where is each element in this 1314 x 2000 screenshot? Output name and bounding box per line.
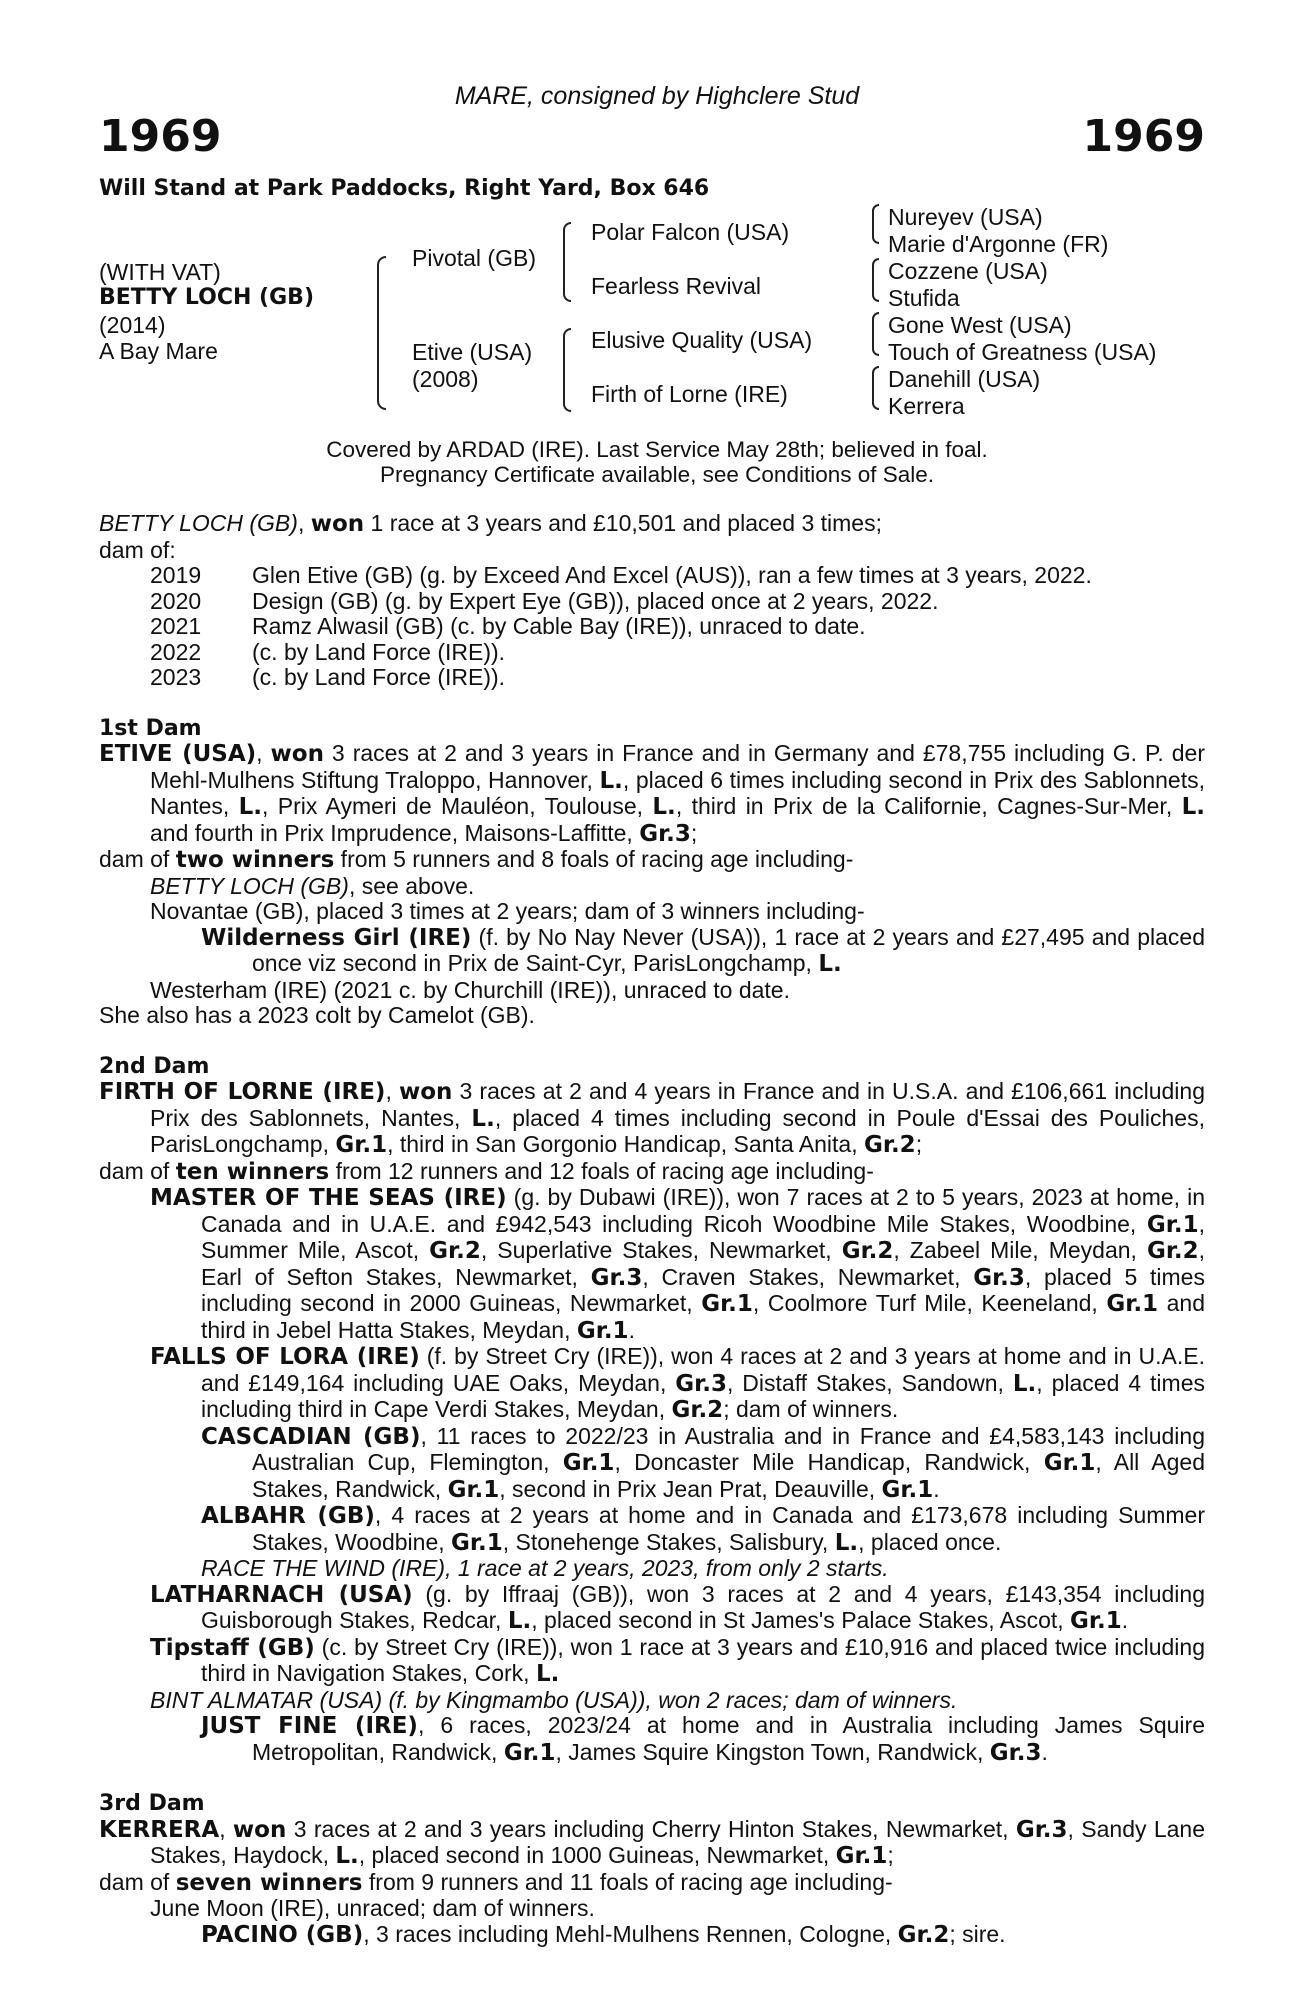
first-dam-produce-novantae: Novantae (GB), placed 3 times at 2 years; dam of 3 winners including- <box>150 898 865 924</box>
pedigree-dam: Etive (USA) <box>412 339 533 365</box>
bint-almatar-record: BINT ALMATAR (USA) (f. by Kingmambo (USA)), won 2 races; dam of winners. <box>150 1686 958 1713</box>
wilderness-girl-record: Wilderness Girl (IRE) (f. by No Nay Never (USA)), 1 race at 2 years and £27,495 and placed once viz second in Prix de Saint-Cyr, ParisLongchamp, L. <box>201 923 1205 977</box>
pedigree-brace-dd <box>872 366 879 410</box>
first-dam-produce-summary: dam of two winners from 5 runners and 8 foals of racing age including- <box>99 846 854 873</box>
pedigree-dam-dam: Firth of Lorne (IRE) <box>591 381 788 407</box>
produce-row: 2022 (c. by Land Force (IRE)). <box>150 638 506 665</box>
pedigree-dam-year: (2008) <box>412 366 479 392</box>
pedigree-sire-dam: Fearless Revival <box>591 273 761 299</box>
latharnach-record: LATHARNACH (USA) (g. by Iffraaj (GB)), won 3 races at 2 and 4 years, £143,354 including Guisborough Stakes, Redcar, L., placed second in St James's Palace Stakes, Ascot, Gr.1. <box>150 1580 1206 1634</box>
first-dam-record: ETIVE (USA), won 3 races at 2 and 3 years in France and in Germany and £78,755 including G. P. der Mehl-Mulhens Stiftung Traloppo, Hannover, L., placed 6 times including second in Prix des Sablonnets, Nantes, L., Prix Aymeri de Mauléon, Toulouse, L., third in Prix de la Californie, Cagnes-Sur-Mer, L. and fourth in Prix Imprudence, Maisons-Laffitte, Gr.3; <box>99 740 1205 847</box>
horse-description: A Bay Mare <box>99 338 218 364</box>
first-dam-heading: 1st Dam <box>99 715 202 741</box>
horse-name: BETTY LOCH (GB) <box>99 285 314 310</box>
third-dam-produce-summary: dam of seven winners from 9 runners and 11 foals of racing age including- <box>99 1868 893 1896</box>
pedigree-dsd: Touch of Greatness (USA) <box>888 339 1157 365</box>
covering-line-1: Covered by ARDAD (IRE). Last Service May 28th; believed in foal. <box>326 437 988 462</box>
albahr-record: ALBAHR (GB), 4 races at 2 years at home and in Canada and £173,678 including Summer Stakes, Woodbine, Gr.1, Stonehenge Stakes, Salisbury, L., placed once. <box>201 1502 1206 1556</box>
falls-of-lora-record: FALLS OF LORA (IRE) (f. by Street Cry (IRE)), won 4 races at 2 and 3 years at home and in U.A.E. and £149,164 including UAE Oaks, Meydan, Gr.3, Distaff Stakes, Sandown, L., placed 4 times including third in Cape Verdi Stakes, Meydan, Gr.2; dam of winners. <box>150 1343 1206 1423</box>
pedigree-brace-ds <box>872 312 879 356</box>
pedigree-ddd: Kerrera <box>888 393 965 419</box>
pedigree-dds: Danehill (USA) <box>888 366 1041 392</box>
pedigree-sire: Pivotal (GB) <box>412 245 536 271</box>
stand-location: Will Stand at Park Paddocks, Right Yard, Box 646 <box>99 176 710 201</box>
pedigree-brace-sire <box>563 222 571 302</box>
june-moon-record: June Moon (IRE), unraced; dam of winners. <box>150 1895 595 1921</box>
lot-number-left: 1969 <box>99 111 222 162</box>
produce-row: 2020 Design (GB) (g. by Expert Eye (GB)), placed once at 2 years, 2022. <box>150 587 939 614</box>
dam-of-label: dam of: <box>99 536 176 563</box>
pedigree-sds: Cozzene (USA) <box>888 258 1048 284</box>
consignor-line: MARE, consigned by Highclere Stud <box>454 82 860 110</box>
master-of-the-seas-record: MASTER OF THE SEAS (IRE) (g. by Dubawi (IRE)), won 7 races at 2 to 5 years, 2023 at home, in Canada and in U.A.E. and £942,543 including Ricoh Woodbine Mile Stakes, Woodbine, Gr.1, Summer Mile, Ascot, Gr.2, Superlative Stakes, Newmarket, Gr.2, Zabeel Mile, Meydan, Gr.2, Earl of Sefton Stakes, Newmarket, Gr.3, Craven Stakes, Newmarket, Gr.3, placed 5 times including second in 2000 Guineas, Newmarket, Gr.1, Coolmore Turf Mile, Keeneland, Gr.1 and third in Jebel Hatta Stakes, Meydan, Gr.1. <box>150 1184 1206 1344</box>
pedigree-dam-sire: Elusive Quality (USA) <box>591 327 813 353</box>
pedigree-ssd: Marie d'Argonne (FR) <box>888 231 1109 257</box>
body-text <box>99 511 1205 1948</box>
horse-year: (2014) <box>99 312 166 338</box>
second-dam-produce-summary: dam of ten winners from 12 runners and 12 foals of racing age including- <box>99 1157 874 1185</box>
third-dam-record: KERRERA, won 3 races at 2 and 3 years including Cherry Hinton Stakes, Newmarket, Gr.3, Sandy Lane Stakes, Haydock, L., placed second in 1000 Guineas, Newmarket, Gr.1; <box>99 1815 1205 1869</box>
covering-line-2: Pregnancy Certificate available, see Conditions of Sale. <box>379 462 935 487</box>
pedigree-brace-dam <box>563 328 571 412</box>
first-dam-produce-westerham: Westerham (IRE) (2021 c. by Churchill (IRE)), unraced to date. <box>150 976 790 1003</box>
third-dam-heading: 3rd Dam <box>99 1791 205 1816</box>
pedigree-sdd: Stufida <box>888 285 960 311</box>
pedigree-dss: Gone West (USA) <box>888 312 1072 338</box>
pedigree-sss: Nureyev (USA) <box>888 204 1043 230</box>
produce-row: 2019 Glen Etive (GB) (g. by Exceed And Excel (AUS)), ran a few times at 3 years, 2022. <box>150 562 1092 588</box>
second-dam-record: FIRTH OF LORNE (IRE), won 3 races at 2 and 4 years in France and in U.S.A. and £106,661 including Prix des Sablonnets, Nantes, L., placed 4 times including second in Poule d'Essai des Pouliches, ParisLongchamp, Gr.1, third in San Gorgonio Handicap, Santa Anita, Gr.2; <box>99 1078 1205 1158</box>
cascadian-record: CASCADIAN (GB), 11 races to 2022/23 in Australia and in France and £4,583,143 including Australian Cup, Flemington, Gr.1, Doncaster Mile Handicap, Randwick, Gr.1, All Aged Stakes, Randwick, Gr.1, second in Prix Jean Prat, Deauville, Gr.1. <box>201 1422 1205 1503</box>
mare-record: BETTY LOCH (GB), won 1 race at 3 years and £10,501 and placed 3 times; <box>99 510 882 537</box>
produce-row: 2023 (c. by Land Force (IRE)). <box>150 664 506 690</box>
pedigree-sire-sire: Polar Falcon (USA) <box>591 219 790 245</box>
pedigree-brace-main <box>377 256 386 410</box>
produce-row: 2021 Ramz Alwasil (GB) (c. by Cable Bay (IRE)), unraced to date. <box>150 613 866 639</box>
first-dam-colt: She also has a 2023 colt by Camelot (GB). <box>99 1002 535 1028</box>
second-dam-heading: 2nd Dam <box>99 1053 210 1079</box>
pacino-record: PACINO (GB), 3 races including Mehl-Mulhens Rennen, Cologne, Gr.2; sire. <box>201 1920 1006 1948</box>
pedigree-brace-sd <box>872 258 879 302</box>
vat-note: (WITH VAT) <box>99 259 221 285</box>
tipstaff-record: Tipstaff (GB) (c. by Street Cry (IRE)), won 1 race at 3 years and £10,916 and placed twice including third in Navigation Stakes, Cork, L. <box>150 1633 1205 1687</box>
pedigree-brace-ss <box>872 204 879 244</box>
race-the-wind-record: RACE THE WIND (IRE), 1 race at 2 years, 2023, from only 2 starts. <box>201 1555 889 1581</box>
first-dam-produce-betty: BETTY LOCH (GB), see above. <box>150 872 475 899</box>
just-fine-record: JUST FINE (IRE), 6 races, 2023/24 at home and in Australia including James Squire Metropolitan, Randwick, Gr.1, James Squire Kingston Town, Randwick, Gr.3. <box>201 1712 1205 1766</box>
lot-number-right: 1969 <box>1082 111 1205 162</box>
